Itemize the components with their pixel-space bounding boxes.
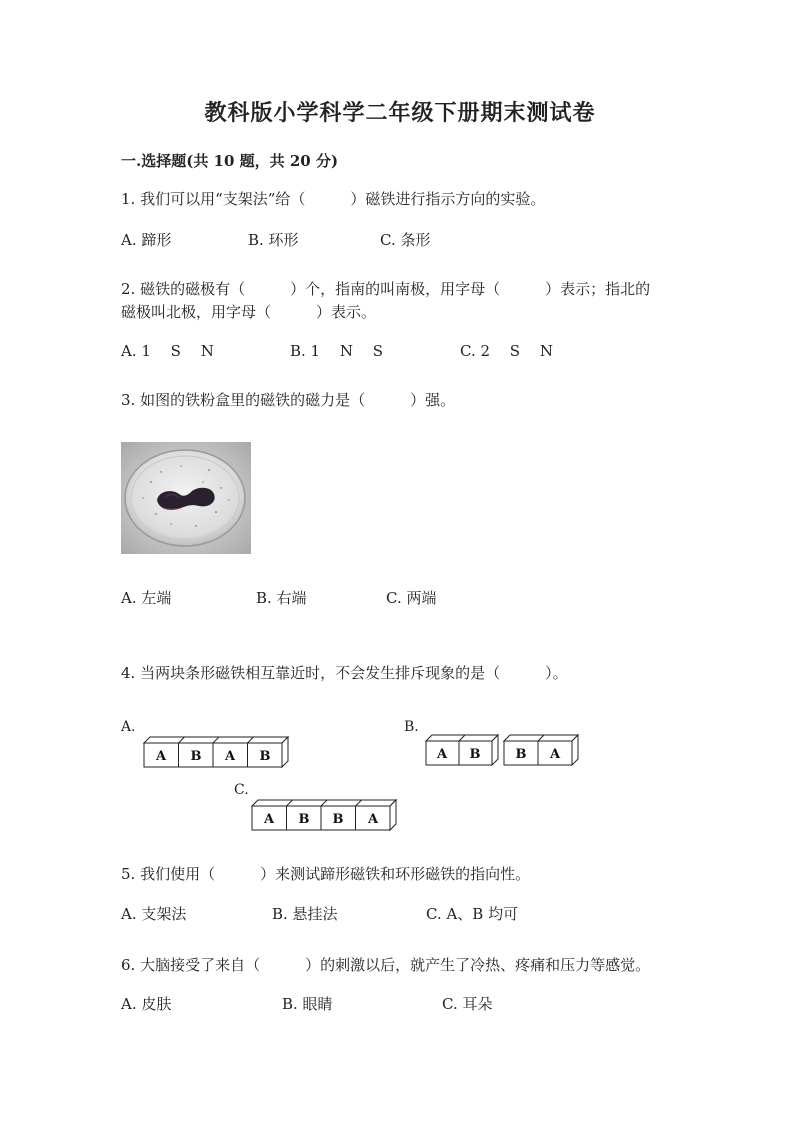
question-6: 6. 大脑接受了来自（ ）的刺激以后，就产生了冷热、疼痛和压力等感觉。	[121, 956, 651, 974]
q3-option-c[interactable]: C. 两端	[386, 589, 437, 607]
page-title: 教科版小学科学二年级下册期末测试卷	[204, 100, 596, 126]
magnet-pole-label: A	[367, 812, 379, 827]
q5-option-b[interactable]: B. 悬挂法	[272, 905, 338, 923]
magnet-pole-label: B	[298, 812, 310, 827]
magnet-pole-label: B	[332, 812, 344, 827]
magnet-pole-label: B	[259, 749, 271, 764]
q1-option-a[interactable]: A. 蹄形	[121, 231, 172, 249]
magnet-pole-label: A	[155, 749, 167, 764]
q4-choice-b-label[interactable]: B.	[404, 719, 419, 735]
q4-choice-c-label[interactable]: C.	[234, 782, 249, 798]
section-heading: 一.选择题(共 10 题，共 20 分)	[121, 152, 339, 170]
q5-option-c[interactable]: C. A、B 均可	[426, 905, 519, 923]
question-5: 5. 我们使用（ ）来测试蹄形磁铁和环形磁铁的指向性。	[121, 865, 531, 883]
q6-option-c[interactable]: C. 耳朵	[442, 995, 493, 1013]
q5-option-a[interactable]: A. 支架法	[121, 905, 187, 923]
magnet-pole-label: B	[469, 747, 481, 762]
q1-option-b[interactable]: B. 环形	[248, 231, 299, 249]
q3-option-b[interactable]: B. 右端	[256, 589, 307, 607]
q2-option-a[interactable]: A. 1 S N	[121, 342, 214, 360]
q2-option-b[interactable]: B. 1 N S	[290, 342, 384, 360]
q6-option-a[interactable]: A. 皮肤	[121, 995, 172, 1013]
question-2-line-2: 磁极叫北极，用字母（ ）表示。	[121, 303, 377, 321]
magnet-pole-label: B	[190, 749, 202, 764]
magnet-pole-label: B	[515, 747, 527, 762]
q6-option-b[interactable]: B. 眼睛	[282, 995, 333, 1013]
magnet-pole-label: A	[224, 749, 236, 764]
magnet-pole-label: A	[436, 747, 448, 762]
q3-option-a[interactable]: A. 左端	[121, 589, 172, 607]
question-3: 3. 如图的铁粉盒里的磁铁的磁力是（ ）强。	[121, 391, 456, 409]
question-1: 1. 我们可以用“支架法”给（ ）磁铁进行指示方向的实验。	[121, 190, 546, 208]
question-2-line-1: 2. 磁铁的磁极有（ ）个，指南的叫南极，用字母（ ）表示；指北的	[121, 280, 651, 298]
q4-choice-a-magnets[interactable]	[140, 735, 290, 769]
q2-option-c[interactable]: C. 2 S N	[460, 342, 553, 360]
magnet-pole-label: A	[549, 747, 561, 762]
iron-filings-dish-photo	[121, 442, 251, 554]
q4-choice-a-label[interactable]: A.	[121, 719, 136, 735]
magnet-pole-label: A	[263, 812, 275, 827]
q1-option-c[interactable]: C. 条形	[380, 231, 431, 249]
q4-choice-b-magnets[interactable]	[422, 733, 582, 767]
q4-choice-c-magnets[interactable]	[248, 798, 398, 832]
question-4: 4. 当两块条形磁铁相互靠近时，不会发生排斥现象的是（ ）。	[121, 664, 568, 682]
